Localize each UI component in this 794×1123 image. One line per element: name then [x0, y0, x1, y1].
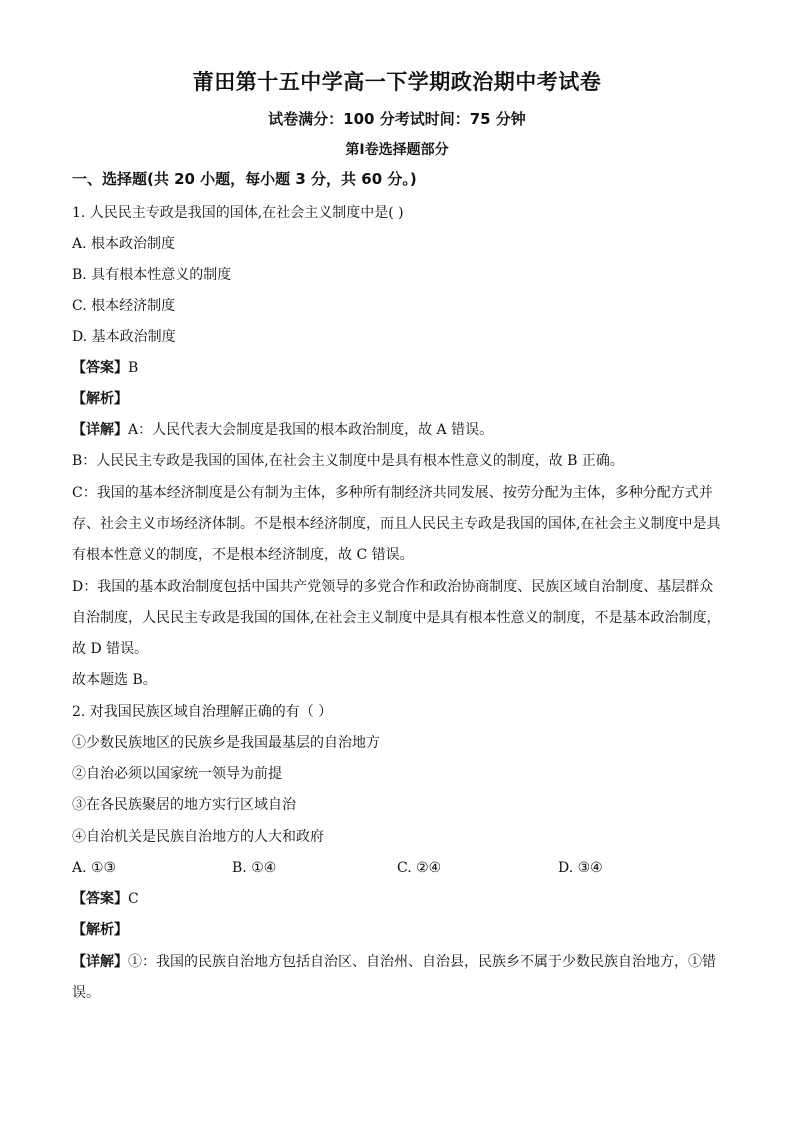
detail-text: ①：我国的民族自治地方包括自治区、自治州、自治县，民族乡不属于少数民族自治地方，①错: [128, 954, 716, 970]
answer-value: C: [128, 891, 139, 907]
analysis-tag: 【解析】: [72, 922, 128, 938]
q2-option-b: B. ①④: [232, 860, 277, 876]
volume-heading: 第Ⅰ卷选择题部分: [345, 142, 449, 158]
section-heading: 一、选择题(共 20 小题，每小题 3 分，共 60 分。): [72, 170, 417, 188]
q1-conclusion: 故本题选 B。: [72, 672, 157, 688]
q2-option-a: A. ①③: [72, 860, 117, 876]
detail-tag: 【详解】: [72, 422, 128, 438]
q2-option-d: D. ③④: [558, 860, 603, 876]
q1-detail-a: [72, 421, 722, 439]
q1-detail-c-line3: 有根本性意义的制度，不是根本经济制度，故 C 错误。: [72, 547, 414, 563]
q2-option-c: C. ②④: [397, 860, 442, 876]
q1-answer: [72, 359, 722, 377]
q1-detail-d-line2: 自治制度，人民民主专政是我国的国体,在社会主义制度中是具有根本性意义的制度，不是基本政治制度，: [72, 610, 721, 626]
detail-text: A：人民代表大会制度是我国的根本政治制度，故 A 错误。: [128, 422, 494, 438]
exam-info: 试卷满分：100 分考试时间：75 分钟: [268, 110, 526, 128]
q1-analysis-tag: [72, 390, 722, 408]
page-title: 莆田第十五中学高一下学期政治期中考试卷: [192, 70, 602, 94]
question-2-stem: 2. 对我国民族区域自治理解正确的有（ ）: [72, 704, 333, 720]
q2-statement-1: ①少数民族地区的民族乡是我国最基层的自治地方: [72, 735, 380, 751]
analysis-tag: 【解析】: [72, 391, 128, 407]
q2-answer: [72, 890, 722, 908]
q1-detail-d-line1: D：我国的基本政治制度包括中国共产党领导的多党合作和政治协商制度、民族区域自治制度、基层群众: [72, 579, 714, 595]
q2-detail-1-line2: 误。: [72, 985, 100, 1001]
q1-detail-c-line1: C：我国的基本经济制度是公有制为主体，多种所有制经济共同发展、按劳分配为主体，多种分配方式并: [72, 485, 713, 501]
answer-tag: 【答案】: [72, 891, 128, 907]
q2-analysis-tag: [72, 921, 722, 939]
q2-detail-1-line1: [72, 953, 722, 971]
q2-statement-4: ④自治机关是民族自治地方的人大和政府: [72, 829, 324, 845]
q1-option-d: D. 基本政治制度: [72, 329, 176, 345]
answer-value: B: [128, 360, 139, 376]
q2-statement-3: ③在各民族聚居的地方实行区域自治: [72, 797, 296, 813]
question-1-stem: 1. 人民民主专政是我国的国体,在社会主义制度中是( ): [72, 205, 404, 221]
q1-detail-d-line3: 故 D 错误。: [72, 641, 149, 657]
detail-tag: 【详解】: [72, 954, 128, 970]
q2-statement-2: ②自治必须以国家统一领导为前提: [72, 766, 282, 782]
answer-tag: 【答案】: [72, 360, 128, 376]
q1-detail-b: B：人民民主专政是我国的国体,在社会主义制度中是具有根本性意义的制度，故 B 正确。: [72, 453, 624, 469]
q1-detail-c-line2: 存、社会主义市场经济体制。不是根本经济制度，而且人民民主专政是我国的国体,在社会主义制度中是具: [72, 516, 721, 532]
q1-option-b: B. 具有根本性意义的制度: [72, 267, 232, 283]
q1-option-c: C. 根本经济制度: [72, 298, 176, 314]
q1-option-a: A. 根本政治制度: [72, 236, 176, 252]
